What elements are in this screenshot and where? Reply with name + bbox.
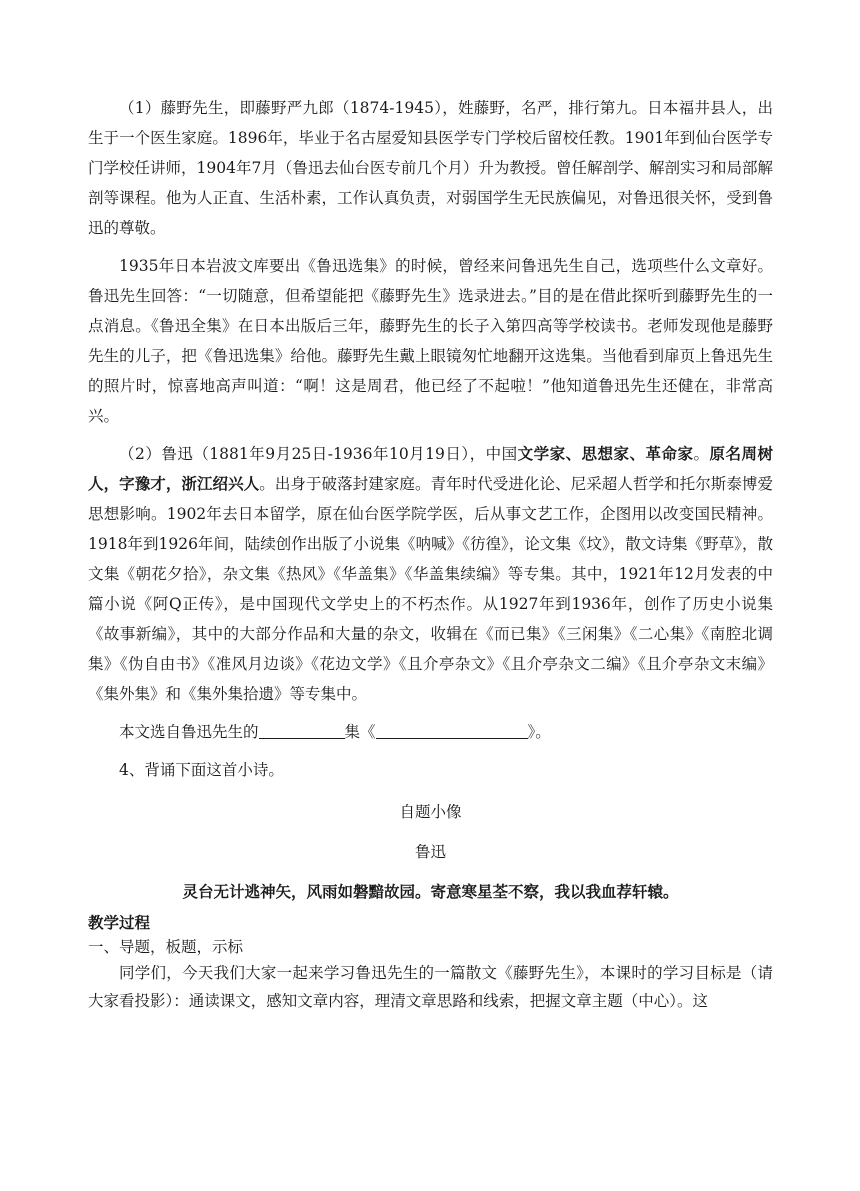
document-page bbox=[88, 93, 773, 1015]
paragraph-fujino-bio: （1）藤野先生，即藤野严九郎（1874-1945），姓藤野，名严，排行第九。日本福井县人，出生于一个医生家庭。1896年，毕业于名古屋爱知县医学专门学校后留校任教。1901年到仙台医学专门学校任讲师，1904年7月（鲁迅去仙台医专前几个月）升为教授。曾任解剖学、解剖实习和局部解剖等课程。他为人正直、生活朴素，工作认真负责，对弱国学生无民族偏见，对鲁迅很关怀，受到鲁迅的尊敬。 bbox=[88, 99, 773, 237]
luxun-bio-part-a: （2）鲁迅（1881年9月25日-1936年10月19日），中国 bbox=[119, 445, 518, 463]
fill-in-question bbox=[88, 717, 773, 747]
sub-heading: 一、导题，板题，示标 bbox=[88, 938, 244, 956]
luxun-bio-bold-name: 原名周树人，字豫才，浙江绍兴人 bbox=[88, 444, 773, 493]
question-4: 4、背诵下面这首小诗。 bbox=[119, 761, 284, 779]
fill-text-a: 本文选自鲁迅先生的 bbox=[119, 723, 259, 741]
answer-blank-title[interactable] bbox=[376, 723, 528, 740]
poem-body: 灵台无计逃神矢，风雨如磐黯故园。寄意寒星荃不察，我以我血荐轩辕。 bbox=[182, 882, 679, 901]
poem-author: 鲁迅 bbox=[414, 843, 446, 861]
fill-text-c: 》。 bbox=[527, 723, 551, 741]
section-heading: 教学过程 bbox=[88, 914, 151, 932]
answer-blank-collection[interactable] bbox=[259, 723, 345, 740]
paragraph-luxun-bio bbox=[88, 439, 773, 709]
poem-title: 自题小像 bbox=[399, 803, 462, 821]
luxun-bio-part-b: 。 bbox=[693, 445, 710, 463]
fill-text-b: 集《 bbox=[344, 723, 376, 741]
paragraph-anecdote: 1935年日本岩波文库要出《鲁迅选集》的时候，曾经来问鲁迅先生自己，选项些什么文章好。鲁迅先生回答：“一切随意，但希望能把《藤野先生》选录进去。”目的是在借此探听到藤野先生的一点消息。《鲁迅全集》在日本出版后三年，藤野先生的长子入第四高等学校读书。老师发现他是藤野先生的儿子，把《鲁迅选集》给他。藤野先生戴上眼镜匆忙地翻开这选集。当他看到扉页上鲁迅先生的照片时，惊喜地高声叫道：“啊！这是周君，他已经了不起啦！”他知道鲁迅先生还健在，非常高兴。 bbox=[88, 257, 773, 425]
luxun-bio-bold-roles: 文学家、思想家、革命家 bbox=[517, 444, 694, 463]
paragraph-intro: 同学们，今天我们大家一起来学习鲁迅先生的一篇散文《藤野先生》，本课时的学习目标是（请大家看投影）：通读课文，感知文章内容，理清文章思路和线索，把握文章主题（中心）。这 bbox=[88, 964, 773, 1010]
luxun-bio-part-c: 。出身于破落封建家庭。青年时代受进化论、尼采超人哲学和托尔斯泰博爱思想影响。1902年去日本留学，原在仙台医学院学医，后从事文艺工作，企图用以改变国民精神。1918年到1926年间，陆续创作出版了小说集《呐喊》《彷徨》，论文集《坟》，散文诗集《野草》，散文集《朝花夕拾》，杂文集《热风》《华盖集》《华盖集续编》等专集。其中，1921年12月发表的中篇小说《阿Q正传》，是中国现代文学史上的不朽杰作。从1927年到1936年，创作了历史小说集《故事新编》，其中的大部分作品和大量的杂文，收辑在《而已集》《三闲集》《二心集》《南腔北调集》《伪自由书》《准风月边谈》《花边文学》《且介亭杂文》《且介亭杂文二编》《且介亭杂文末编》《集外集》和《集外集拾遗》等专集中。 bbox=[88, 475, 773, 703]
